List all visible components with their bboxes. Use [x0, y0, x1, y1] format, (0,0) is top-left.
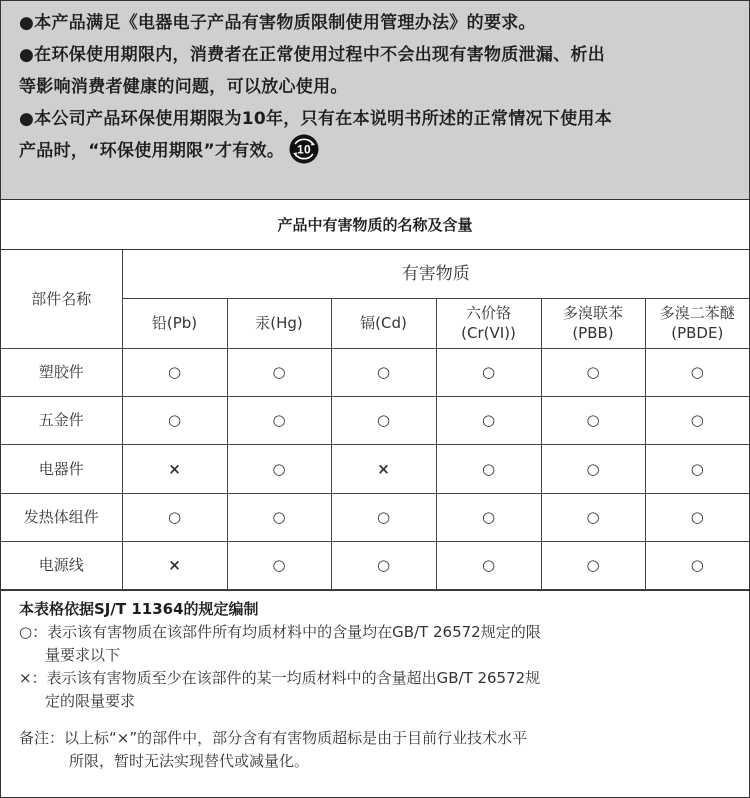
hazardous-substance-table [1, 250, 749, 590]
statement-line-3: 等影响消费者健康的问题，可以放心使用。 [19, 77, 348, 97]
mark-cell: ○ [331, 348, 436, 396]
mark-cell: ○ [227, 541, 331, 589]
mark-cell: ○ [541, 493, 645, 541]
statement-line-2: ●在环保使用期限内，消费者在正常使用过程中不会出现有害物质泄漏、析出 [19, 45, 606, 65]
cross-legend-line-1: ×：表示该有害物质至少在该部件的某一均质材料中的含量超出GB/T 26572规 [19, 669, 541, 687]
mark-cell: ○ [331, 396, 436, 444]
mark-cell: × [122, 541, 227, 589]
environmental-protection-period-icon [288, 133, 320, 165]
mark-cell: ○ [331, 493, 436, 541]
mark-cell: ○ [122, 396, 227, 444]
mark-cell: ○ [645, 444, 749, 493]
part-name: 塑胶件 [1, 348, 122, 396]
table-row [1, 444, 749, 493]
mark-cell: ○ [541, 444, 645, 493]
part-name: 五金件 [1, 396, 122, 444]
remark-line-1: 备注：以上标“×”的部件中，部分含有有害物质超标是由于目前行业技术水平 [19, 729, 528, 747]
mark-cell: ○ [436, 348, 541, 396]
table-row [1, 396, 749, 444]
part-name: 电器件 [1, 444, 122, 493]
table-row [1, 541, 749, 589]
bullet-icon: ● [19, 109, 35, 129]
column-header-pbb: 多溴联苯 (PBB) [541, 298, 645, 348]
mark-cell: ○ [541, 348, 645, 396]
bullet-icon: ● [19, 45, 35, 65]
cross-legend-line-2: 定的限量要求 [45, 692, 136, 710]
statement-line-1: ●本产品满足《电器电子产品有害物质限制使用管理办法》的要求。 [19, 13, 536, 33]
table-row [1, 493, 749, 541]
table-title: 产品中有害物质的名称及含量 [1, 201, 749, 250]
mark-cell: ○ [436, 444, 541, 493]
mark-cell: ○ [122, 348, 227, 396]
mark-cell: ○ [331, 541, 436, 589]
mark-cell: ○ [436, 541, 541, 589]
table-row [1, 348, 749, 396]
mark-cell: ○ [227, 444, 331, 493]
column-header-lead: 铅(Pb) [122, 298, 227, 348]
mark-cell: ○ [645, 396, 749, 444]
badge-number: 10 [297, 142, 312, 157]
notes-title: 本表格依据SJ/T 11364的规定编制 [19, 600, 259, 618]
mark-cell: ○ [122, 493, 227, 541]
mark-cell: × [122, 444, 227, 493]
column-header-pbde: 多溴二苯醚 (PBDE) [645, 298, 749, 348]
mark-cell: ○ [541, 541, 645, 589]
table-notes [1, 590, 749, 797]
column-header-hexavalent-chromium: 六价铬 (Cr(VI)) [436, 298, 541, 348]
column-header-mercury: 汞(Hg) [227, 298, 331, 348]
statement-line-4: ●本公司产品环保使用期限为10年，只有在本说明书所述的正常情况下使用本 [19, 109, 612, 129]
remark-line-2: 所限，暂时无法实现替代或减量化。 [69, 752, 310, 770]
statement-line-5: 产品时，“环保使用期限”才有效。 10 [19, 135, 749, 167]
bullet-icon: ● [19, 13, 35, 33]
mark-cell: ○ [645, 348, 749, 396]
environmental-statement [1, 1, 749, 200]
mark-cell: ○ [436, 396, 541, 444]
mark-cell: ○ [227, 493, 331, 541]
part-name: 发热体组件 [1, 493, 122, 541]
hazardous-substance-header: 有害物质 [122, 250, 749, 298]
circle-legend-line-2: 量要求以下 [45, 646, 121, 664]
mark-cell: ○ [227, 348, 331, 396]
mark-cell: ○ [541, 396, 645, 444]
part-name-header: 部件名称 [1, 250, 122, 348]
notes-spacer [19, 713, 749, 727]
mark-cell: ○ [227, 396, 331, 444]
mark-cell: ○ [645, 493, 749, 541]
mark-cell: × [331, 444, 436, 493]
mark-cell: ○ [436, 493, 541, 541]
part-name: 电源线 [1, 541, 122, 589]
circle-legend-line-1: ○：表示该有害物质在该部件所有均质材料中的含量均在GB/T 26572规定的限 [19, 623, 541, 641]
column-header-cadmium: 镉(Cd) [331, 298, 436, 348]
mark-cell: ○ [645, 541, 749, 589]
